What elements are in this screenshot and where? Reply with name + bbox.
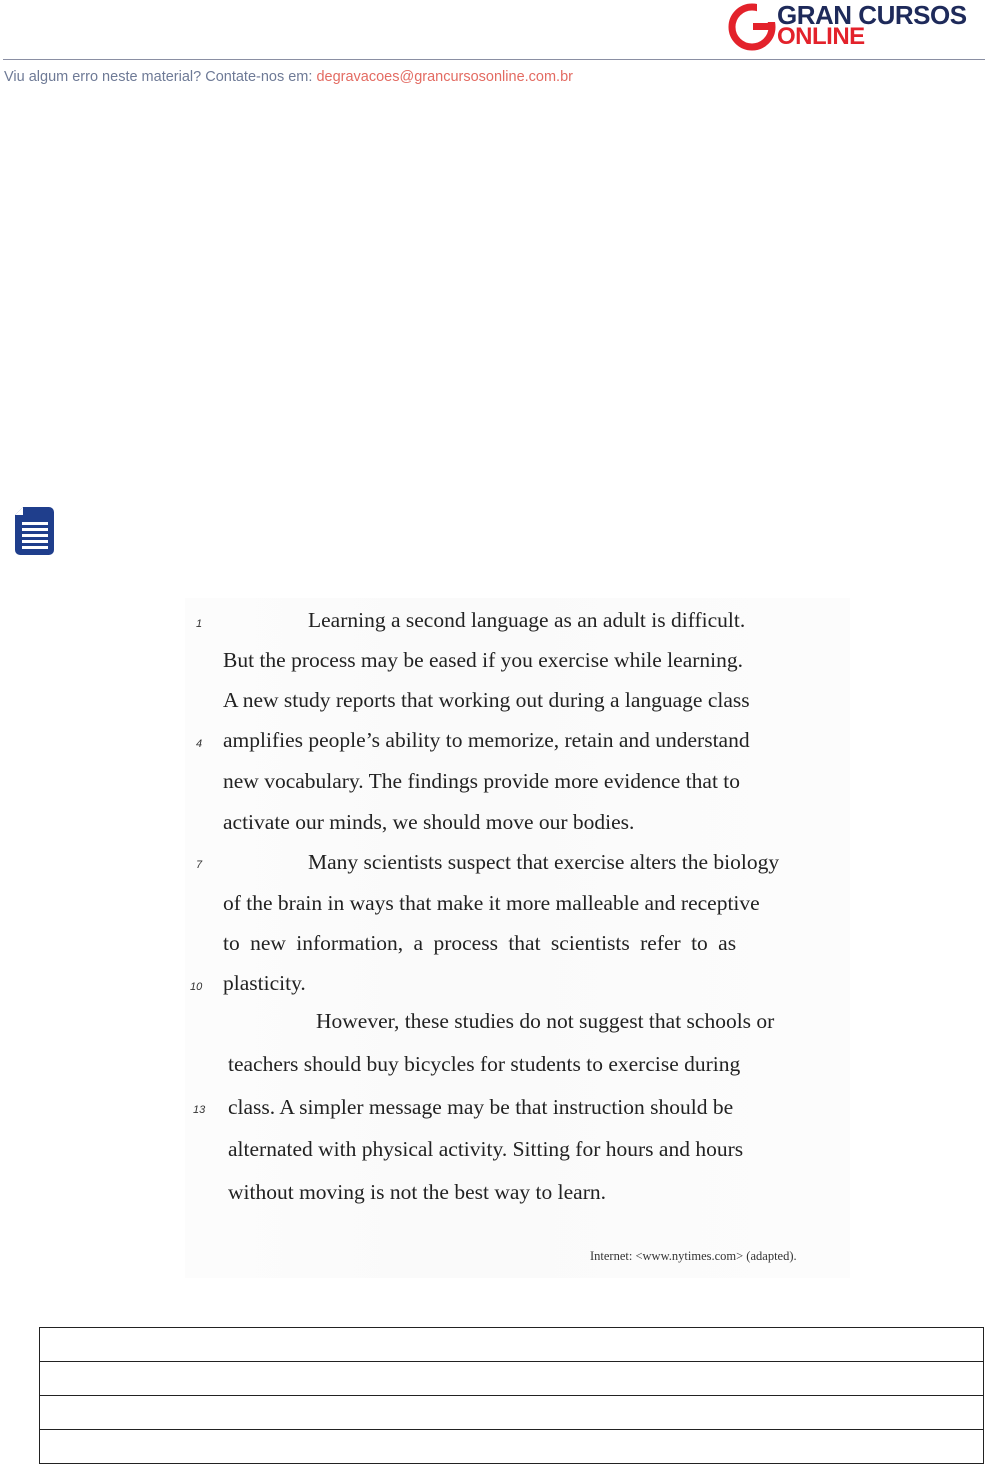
logo-word-online: ONLINE bbox=[777, 23, 865, 50]
line-number: 10 bbox=[190, 981, 203, 993]
table-cell bbox=[40, 1396, 984, 1430]
excerpt-line: of the brain in ways that make it more malleable and receptive bbox=[223, 891, 760, 915]
excerpt-line: amplifies people’s ability to memorize, retain and understand bbox=[223, 728, 750, 752]
answer-table bbox=[39, 1327, 984, 1464]
header-divider bbox=[3, 59, 985, 60]
excerpt-line: teachers should buy bicycles for students to exercise during bbox=[228, 1052, 741, 1076]
line-number: 4 bbox=[196, 738, 203, 750]
table-cell bbox=[40, 1430, 984, 1464]
gran-cursos-logo bbox=[727, 2, 985, 52]
excerpt-line: plasticity. bbox=[223, 971, 306, 995]
excerpt-line: However, these studies do not suggest that schools or bbox=[316, 1009, 775, 1033]
excerpt-line: class. A simpler message may be that instruction should be bbox=[228, 1095, 734, 1119]
excerpt-line: without moving is not the best way to learn. bbox=[228, 1180, 606, 1204]
logo-word-gran: GRAN bbox=[777, 0, 852, 30]
excerpt-line: new vocabulary. The findings provide more evidence that to bbox=[223, 769, 741, 793]
table-row bbox=[40, 1396, 984, 1430]
document-icon bbox=[13, 505, 55, 557]
excerpt-line: Learning a second language as an adult is difficult. bbox=[308, 608, 746, 632]
line-number: 7 bbox=[196, 859, 203, 871]
contact-prefix: Viu algum erro neste material? Contate-nos em: bbox=[4, 69, 313, 85]
table-cell bbox=[40, 1362, 984, 1396]
logo-g-icon bbox=[727, 2, 777, 52]
source-citation: Internet: <www.nytimes.com> (adapted). bbox=[590, 1249, 797, 1263]
line-number: 1 bbox=[196, 618, 203, 630]
contact-email-link[interactable]: degravacoes@grancursosonline.com.br bbox=[316, 69, 573, 85]
table-row bbox=[40, 1430, 984, 1464]
logo-word-cursos: CURSOS bbox=[858, 0, 967, 30]
excerpt-line: Many scientists suspect that exercise alters the biology bbox=[308, 850, 780, 874]
excerpt-line: to new information, a process that scientists refer to as bbox=[223, 931, 737, 955]
table-cell bbox=[40, 1328, 984, 1362]
table-row bbox=[40, 1362, 984, 1396]
line-number: 13 bbox=[193, 1104, 206, 1116]
excerpt-line: alternated with physical activity. Sitting for hours and hours bbox=[228, 1137, 744, 1161]
contact-notice bbox=[4, 69, 573, 85]
excerpt-line: A new study reports that working out during a language class bbox=[223, 688, 750, 712]
excerpt-line: But the process may be eased if you exercise while learning. bbox=[223, 648, 743, 672]
excerpt-line: activate our minds, we should move our bodies. bbox=[223, 810, 635, 834]
table-row bbox=[40, 1328, 984, 1362]
